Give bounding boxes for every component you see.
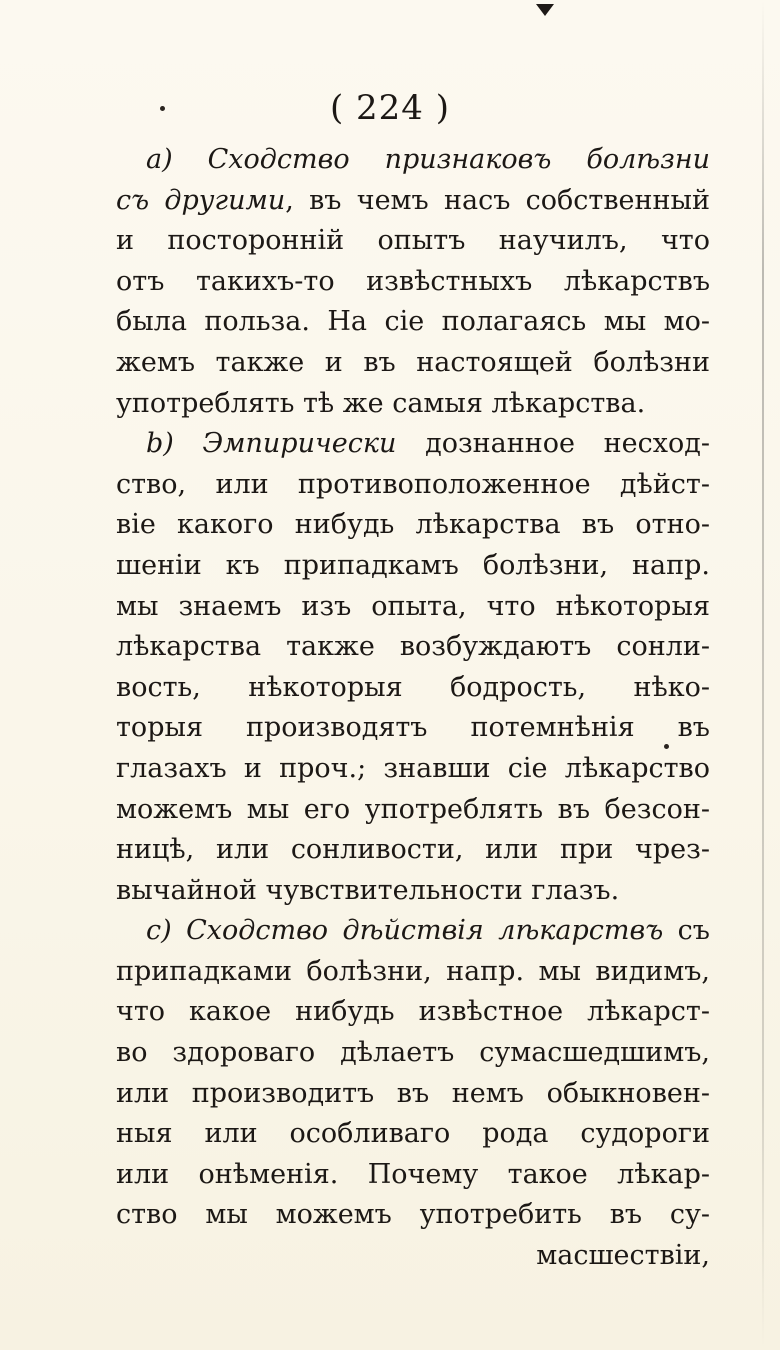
text-segment: во здороваго дѣлаетъ сумасшедшимъ,	[116, 1037, 710, 1069]
text-segment: что какое нибудь извѣстное лѣкарст-	[116, 996, 710, 1028]
text-line	[116, 871, 710, 912]
text-segment: и посторонній опытъ научилъ, что	[116, 225, 710, 257]
text-segment: ство мы можемъ употребить въ су-	[116, 1199, 710, 1231]
text-line	[116, 830, 710, 871]
text-line	[116, 1236, 710, 1277]
text-line	[116, 181, 710, 222]
text-segment: припадками болѣзни, напр. мы видимъ,	[116, 955, 710, 987]
italic-term: b) Эмпирически	[146, 428, 397, 460]
text-line	[116, 992, 710, 1033]
text-line	[116, 384, 710, 425]
text-segment: шеніи къ припадкамъ болѣзни, напр.	[116, 549, 710, 581]
text-line	[116, 708, 710, 749]
body-text	[116, 140, 710, 1277]
italic-term: a) Сходство признаковъ болѣзни	[146, 144, 710, 175]
text-segment: лѣкарства также возбуждаютъ сонли-	[116, 631, 710, 663]
text-segment: ницѣ, или сонливости, или при чрез-	[116, 834, 710, 866]
text-segment: съ	[663, 915, 710, 947]
text-line	[116, 140, 710, 181]
page-number: ( 224 )	[329, 88, 451, 128]
text-segment: или онѣменія. Почему такое лѣкар-	[116, 1158, 710, 1190]
text-segment: можемъ мы его употреблять въ безсон-	[116, 793, 710, 825]
text-line	[116, 1195, 710, 1236]
text-segment: вость, нѣкоторыя бодрость, нѣко-	[116, 671, 710, 703]
printers-mark	[536, 4, 554, 16]
text-segment: глазахъ и проч.; знавши сіе лѣкарство	[116, 752, 710, 784]
text-line	[116, 302, 710, 343]
text-line	[116, 221, 710, 262]
italic-term: c) Сходство дѣйствія лѣкарствъ	[146, 915, 664, 947]
text-segment: масшествіи,	[536, 1240, 710, 1272]
text-segment: мы знаемъ изъ опыта, что нѣкоторыя	[116, 590, 710, 622]
text-line	[116, 1114, 710, 1155]
text-line	[116, 505, 710, 546]
text-line	[116, 1155, 710, 1196]
text-segment: , въ чемъ насъ собственный	[285, 184, 710, 216]
text-line	[116, 911, 710, 952]
text-line	[116, 952, 710, 993]
page-edge-shadow	[762, 0, 764, 1350]
text-line	[116, 627, 710, 668]
text-line	[116, 424, 710, 465]
text-segment: ство, или противоположенное дѣйст-	[116, 468, 710, 500]
italic-term: съ другими	[116, 184, 286, 216]
text-segment: вычайной чувствительности глазъ.	[116, 874, 620, 906]
text-line	[116, 668, 710, 709]
text-line	[116, 587, 710, 628]
text-line	[116, 546, 710, 587]
text-segment: віе какого нибудь лѣкарства въ отно-	[116, 509, 710, 541]
text-segment: жемъ также и въ настоящей болѣзни	[116, 346, 710, 378]
text-line	[116, 465, 710, 506]
text-segment: или производитъ въ немъ обыкновен-	[116, 1077, 710, 1109]
text-segment: употреблять тѣ же самыя лѣкарства.	[116, 387, 646, 419]
text-line	[116, 790, 710, 831]
text-segment: была польза. На сіе полагаясь мы мо-	[116, 306, 710, 338]
text-line	[116, 749, 710, 790]
text-segment: торыя производятъ потемнѣнія въ	[116, 712, 710, 744]
text-line	[116, 262, 710, 303]
text-segment: ныя или особливаго рода судороги	[116, 1118, 710, 1150]
text-line	[116, 343, 710, 384]
text-segment: отъ такихъ-то извѣстныхъ лѣкарствъ	[116, 265, 710, 297]
text-line	[116, 1074, 710, 1115]
text-line	[116, 1033, 710, 1074]
text-segment: дознанное несход-	[396, 428, 710, 460]
